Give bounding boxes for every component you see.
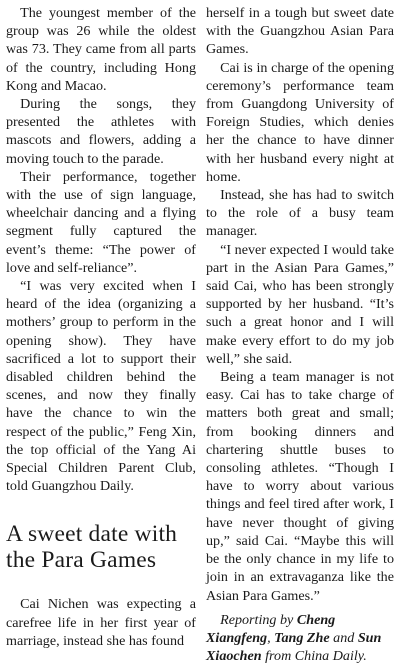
reporter-name: Sun Xiaochen bbox=[206, 629, 382, 665]
byline-separator: and bbox=[333, 629, 355, 646]
right-column bbox=[206, 4, 394, 665]
body-paragraph: herself in a tough but sweet date with the Guangzhou Asian Para Games. bbox=[206, 5, 394, 58]
body-paragraph: Their performance, together with the use of sign language, wheelchair dancing and a flying segment fully captured the event’s theme: “The power of love and self-reliance”. bbox=[6, 168, 196, 276]
body-paragraph: Instead, she has had to switch to the role of a busy team manager. bbox=[206, 187, 394, 240]
body-paragraph: “I was very excited when I heard of the idea (organizing a mothers’ group to perform in the opening show). They have sacrificed a lot to support their disabled children behind the scenes, and now they finally have the chance to win the respect of the public,” Feng Xin, the top official of the Yang Ai Special Children Parent Club, told Guangzhou Daily. bbox=[6, 278, 196, 495]
left-column bbox=[6, 4, 196, 650]
byline-suffix: from China Daily. bbox=[265, 648, 367, 665]
section-headline: A sweet date with the Para Games bbox=[6, 521, 178, 574]
byline-prefix: Reporting by bbox=[220, 611, 294, 628]
body-paragraph: The youngest member of the group was 26 while the oldest was 73. They came from all parts of the country, including Hong Kong and Macao. bbox=[6, 5, 196, 94]
body-paragraph: During the songs, they presented the athletes with mascots and flowers, adding a moving touch to the parade. bbox=[6, 96, 196, 167]
body-paragraph: Cai Nichen was expecting a carefree life in her first year of marriage, instead she has found bbox=[6, 596, 196, 649]
reporter-name: Tang Zhe bbox=[274, 629, 330, 646]
byline-separator: , bbox=[267, 629, 271, 646]
reporter-byline bbox=[206, 611, 394, 665]
body-paragraph: Being a team manager is not easy. Cai has to take charge of matters both great and small; from booking dinners and chartering shuttle buses to consoling athletes. “Though I have to worry about various things and feel tired after work, I have never thought of giving up,” said Cai. “Maybe this will be the only chance in my life to join in an extravaganza like the Asian Para Games.” bbox=[206, 369, 394, 604]
body-paragraph: “I never expected I would take part in the Asian Para Games,” said Cai, who has been strongly supported by her husband. “It’s such a great honor and I will make every effort to do my job well,” she said. bbox=[206, 241, 394, 367]
reporter-name: Cheng Xiangfeng bbox=[206, 611, 336, 646]
body-paragraph: Cai is in charge of the opening ceremony’s performance team from Guangdong University of Foreign Studies, which denies her the chance to have dinner with her husband every night at home. bbox=[206, 59, 394, 185]
